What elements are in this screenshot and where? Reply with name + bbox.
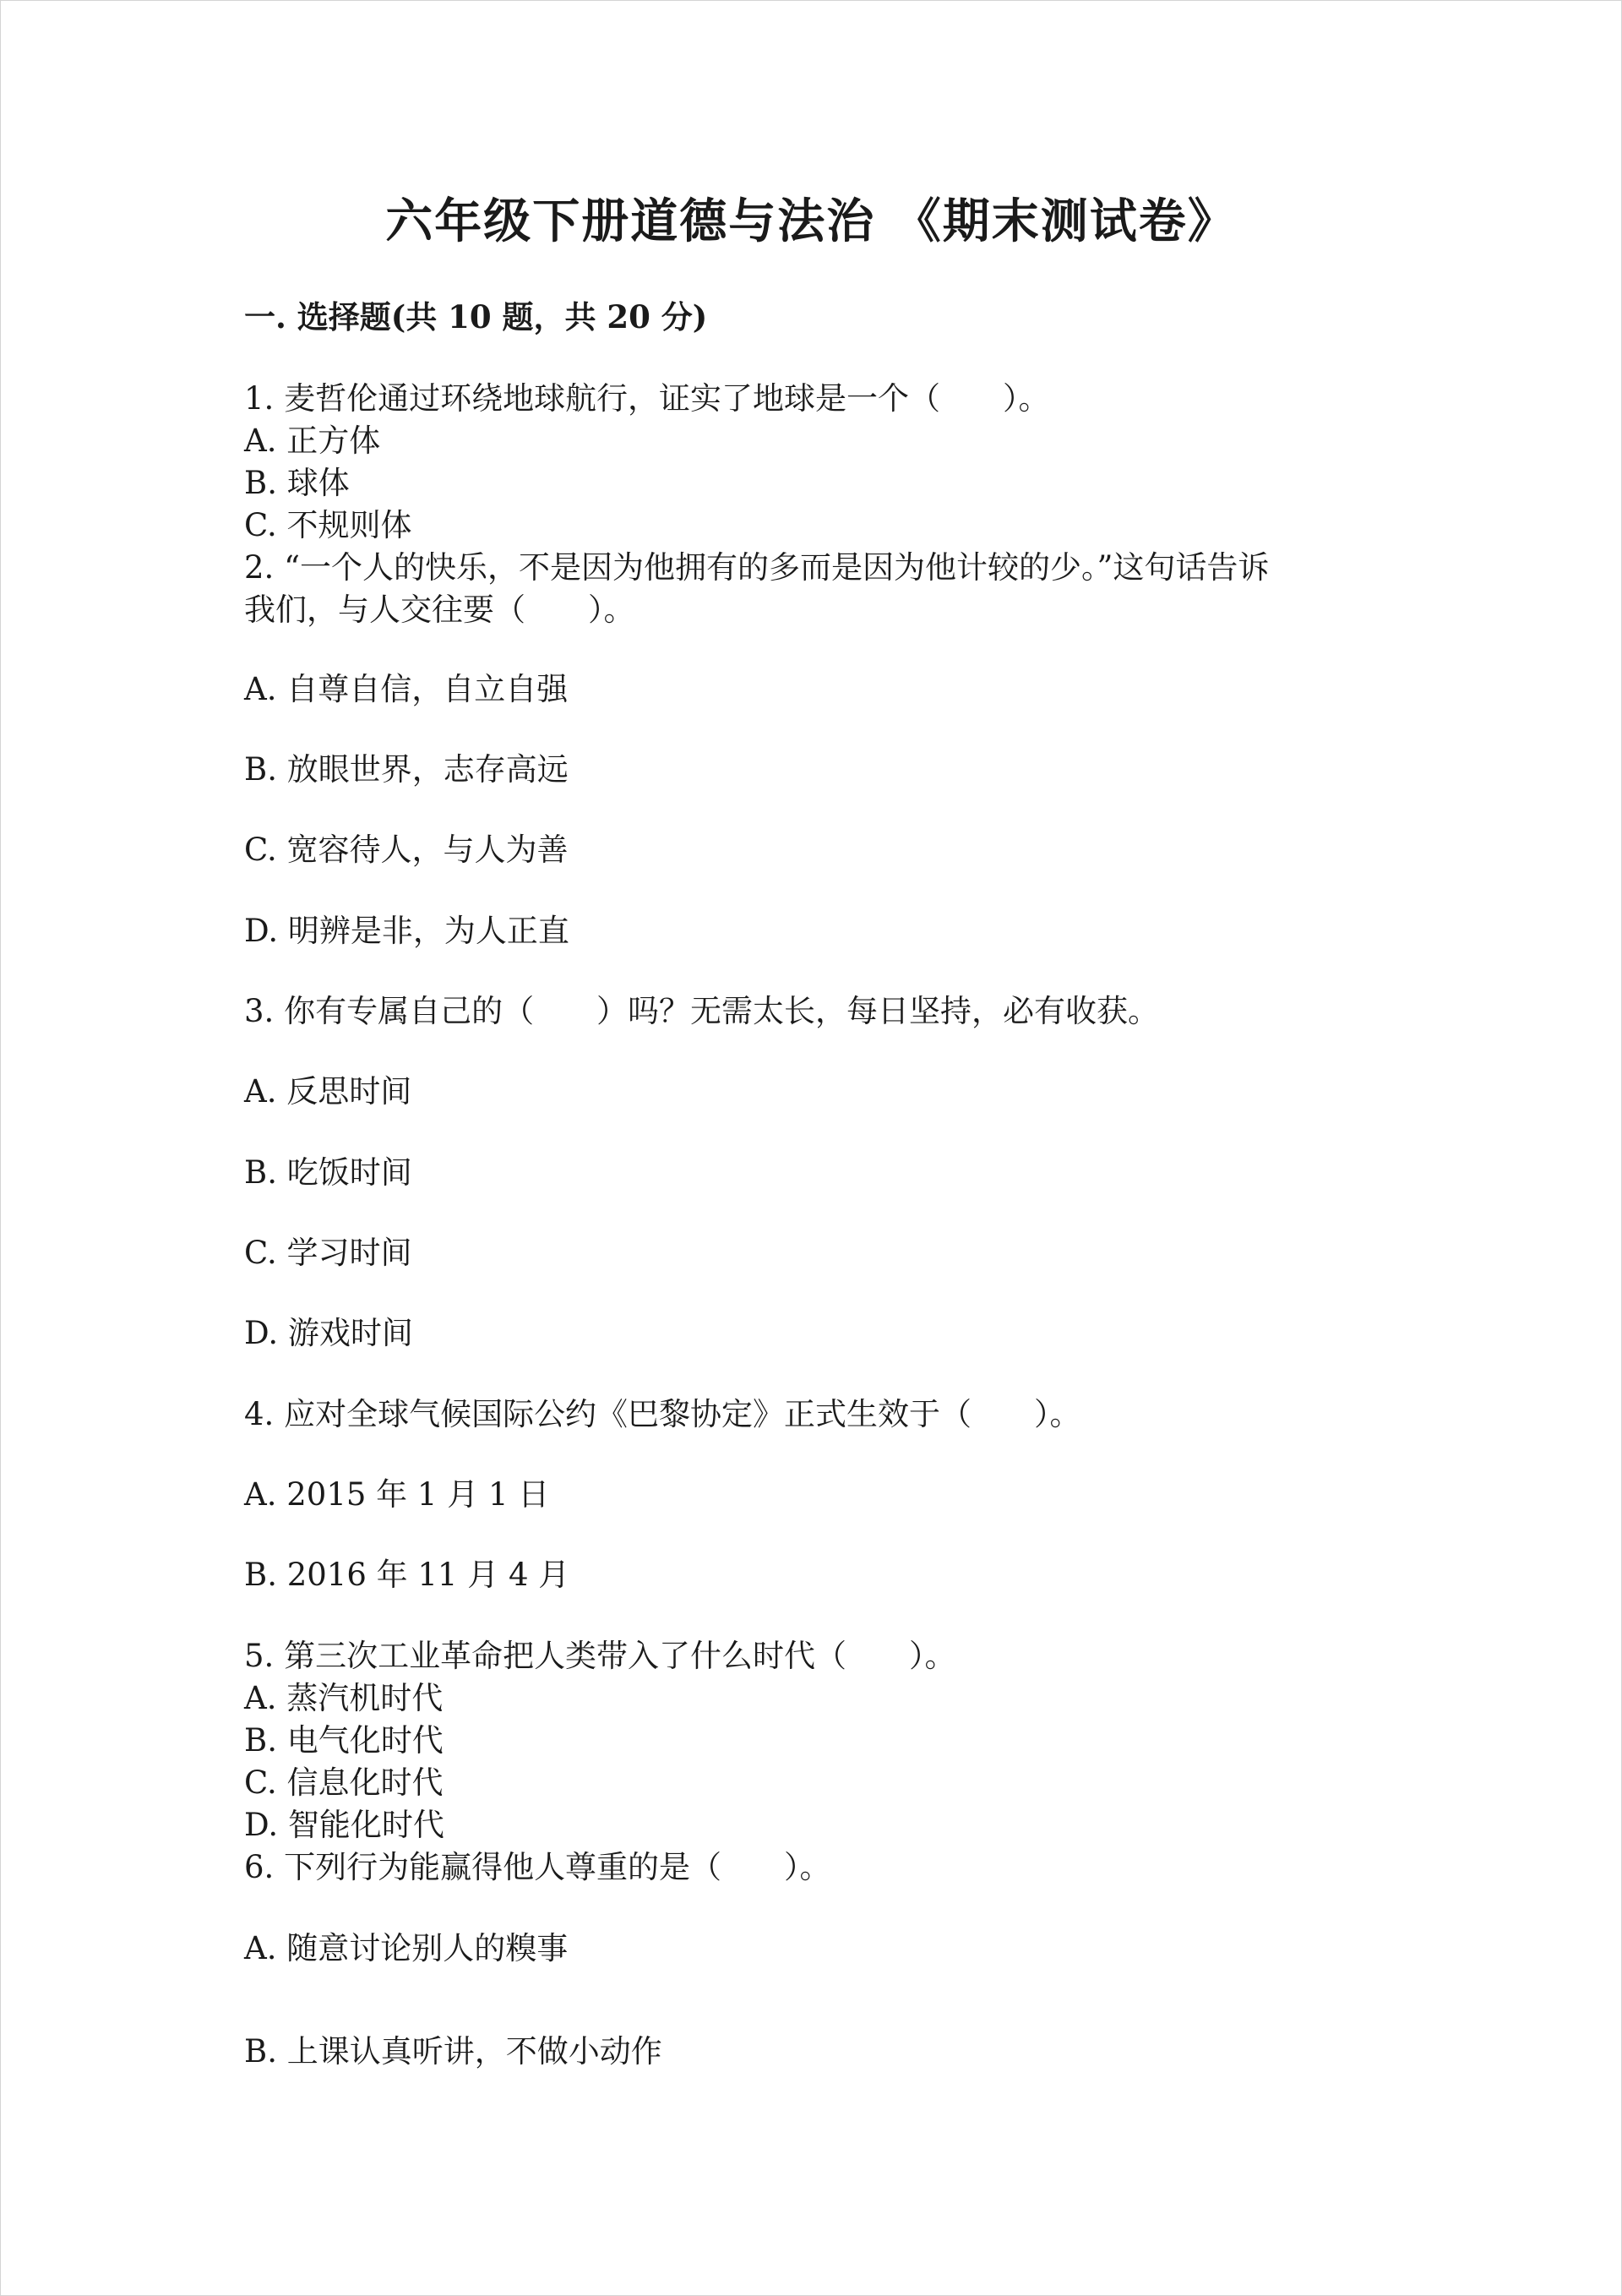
question-1-option-c: C. 不规则体 [244,507,412,543]
question-4-stem: 4. 应对全球气候国际公约《巴黎协定》正式生效于（ ）。 [244,1396,1081,1432]
question-5-option-a: A. 蒸汽机时代 [244,1680,444,1716]
question-1-option-a: A. 正方体 [244,423,381,459]
question-3-option-d: D. 游戏时间 [244,1315,413,1351]
question-6-stem: 6. 下列行为能赢得他人尊重的是（ ）。 [244,1849,831,1885]
question-4-option-b: B. 2016 年 11 月 4 月 [244,1557,570,1593]
question-3-option-a: A. 反思时间 [244,1073,412,1110]
page-title: 六年级下册道德与法治 《期末测试卷》 [385,194,1237,249]
section-heading: 一. 选择题(共 10 题，共 20 分) [244,298,708,335]
question-4-option-a: A. 2015 年 1 月 1 日 [244,1476,550,1513]
question-2-option-d: D. 明辨是非，为人正直 [244,913,569,949]
question-2-option-a: A. 自尊自信，自立自强 [244,671,569,707]
question-3-option-b: B. 吃饭时间 [244,1154,412,1191]
question-5-option-c: C. 信息化时代 [244,1764,444,1801]
question-5-option-d: D. 智能化时代 [244,1807,444,1843]
question-2-stem-line-2: 我们，与人交往要（ ）。 [244,592,635,628]
question-3-stem: 3. 你有专属自己的（ ）吗？无需太长，每日坚持，必有收获。 [244,993,1160,1029]
question-2-option-b: B. 放眼世界，志存高远 [244,751,569,788]
question-6-option-b: B. 上课认真听讲，不做小动作 [244,2033,662,2070]
question-3-option-c: C. 学习时间 [244,1235,412,1271]
question-6-option-a: A. 随意讨论别人的糗事 [244,1930,569,1966]
question-2-stem-line-1: 2. “一个人的快乐，不是因为他拥有的多而是因为他计较的少。”这句话告诉 [244,549,1270,586]
question-1-stem: 1. 麦哲伦通过环绕地球航行，证实了地球是一个（ ）。 [244,380,1050,417]
question-1-option-b: B. 球体 [244,465,350,501]
question-2-option-c: C. 宽容待人，与人为善 [244,832,569,868]
question-5-stem: 5. 第三次工业革命把人类带入了什么时代（ ）。 [244,1638,956,1674]
question-5-option-b: B. 电气化时代 [244,1722,444,1759]
